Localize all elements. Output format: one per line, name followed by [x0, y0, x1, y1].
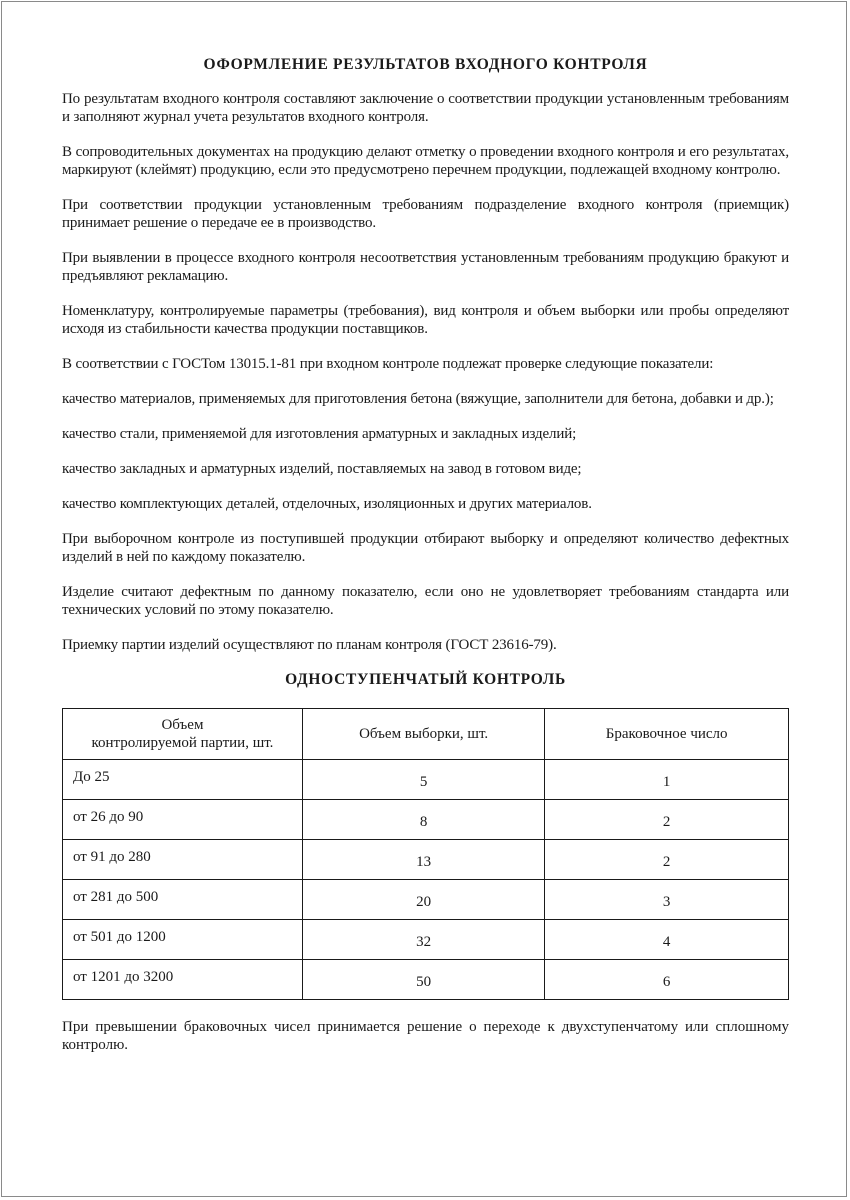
paragraph: При выборочном контроле из поступившей продукции отбирают выборку и определяют количество дефектных изделий в ней по каждому показателю.	[62, 531, 789, 565]
sampling-plan-table	[62, 708, 789, 1000]
cell-sample-size: 20	[302, 880, 544, 920]
cell-sample-size: 50	[302, 960, 544, 1000]
table-row	[63, 760, 789, 800]
list-item: качество стали, применяемой для изготовления арматурных и закладных изделий;	[62, 426, 577, 442]
document-content	[62, 56, 789, 1054]
table-row	[63, 920, 789, 960]
header-reject-number: Браковочное число	[545, 709, 789, 760]
cell-reject-number: 6	[545, 960, 789, 1000]
paragraph: В соответствии с ГОСТом 13015.1-81 при входном контроле подлежат проверке следующие показатели:	[62, 356, 714, 372]
header-sample-size: Объем выборки, шт.	[302, 709, 544, 760]
cell-lot-size: от 26 до 90	[63, 800, 303, 840]
header-lot-size-line2: контролируемой партии, шт.	[91, 735, 274, 751]
cell-sample-size: 13	[302, 840, 544, 880]
cell-reject-number: 2	[545, 840, 789, 880]
paragraph: При выявлении в процессе входного контроля несоответствия установленным требованиям продукцию бракуют и предъявляют рекламацию.	[62, 250, 789, 284]
paragraph: В сопроводительных документах на продукцию делают отметку о проведении входного контроля и его результатах, маркируют (клеймят) продукцию, если это предусмотрено перечнем продукции, подлежащей входному контролю.	[62, 144, 789, 178]
section-title: ОДНОСТУПЕНЧАТЫЙ КОНТРОЛЬ	[285, 671, 566, 688]
cell-lot-size: от 501 до 1200	[63, 920, 303, 960]
cell-sample-size: 5	[302, 760, 544, 800]
table-row	[63, 840, 789, 880]
list-item: качество материалов, применяемых для приготовления бетона (вяжущие, заполнители для бетона, добавки и др.);	[62, 391, 774, 407]
cell-reject-number: 2	[545, 800, 789, 840]
cell-sample-size: 8	[302, 800, 544, 840]
table-row	[63, 880, 789, 920]
header-lot-size	[63, 709, 303, 760]
cell-sample-size: 32	[302, 920, 544, 960]
table-row	[63, 800, 789, 840]
paragraph: Номенклатуру, контролируемые параметры (требования), вид контроля и объем выборки или пробы определяют исходя из стабильности качества продукции поставщиков.	[62, 303, 789, 337]
footer-note: При превышении браковочных чисел принимается решение о переходе к двухступенчатому или сплошному контролю.	[62, 1019, 789, 1053]
paragraph: По результатам входного контроля составляют заключение о соответствии продукции установленным требованиям и заполняют журнал учета результатов входного контроля.	[62, 91, 789, 125]
document-title: ОФОРМЛЕНИЕ РЕЗУЛЬТАТОВ ВХОДНОГО КОНТРОЛЯ	[203, 56, 648, 73]
list-item: качество комплектующих деталей, отделочных, изоляционных и других материалов.	[62, 496, 592, 512]
cell-lot-size: от 91 до 280	[63, 840, 303, 880]
paragraph: При соответствии продукции установленным требованиям подразделение входного контроля (приемщик) принимает решение о передаче ее в производство.	[62, 197, 789, 231]
table-row	[63, 960, 789, 1000]
cell-lot-size: от 1201 до 3200	[63, 960, 303, 1000]
table-header-row	[63, 709, 789, 760]
cell-reject-number: 3	[545, 880, 789, 920]
cell-lot-size: от 281 до 500	[63, 880, 303, 920]
header-lot-size-line1: Объем	[161, 717, 204, 733]
cell-reject-number: 4	[545, 920, 789, 960]
cell-lot-size: До 25	[63, 760, 303, 800]
list-item: качество закладных и арматурных изделий, поставляемых на завод в готовом виде;	[62, 461, 582, 477]
cell-reject-number: 1	[545, 760, 789, 800]
paragraph: Изделие считают дефектным по данному показателю, если оно не удовлетворяет требованиям стандарта или технических условий по этому показателю.	[62, 584, 789, 618]
paragraph: Приемку партии изделий осуществляют по планам контроля (ГОСТ 23616-79).	[62, 637, 557, 653]
